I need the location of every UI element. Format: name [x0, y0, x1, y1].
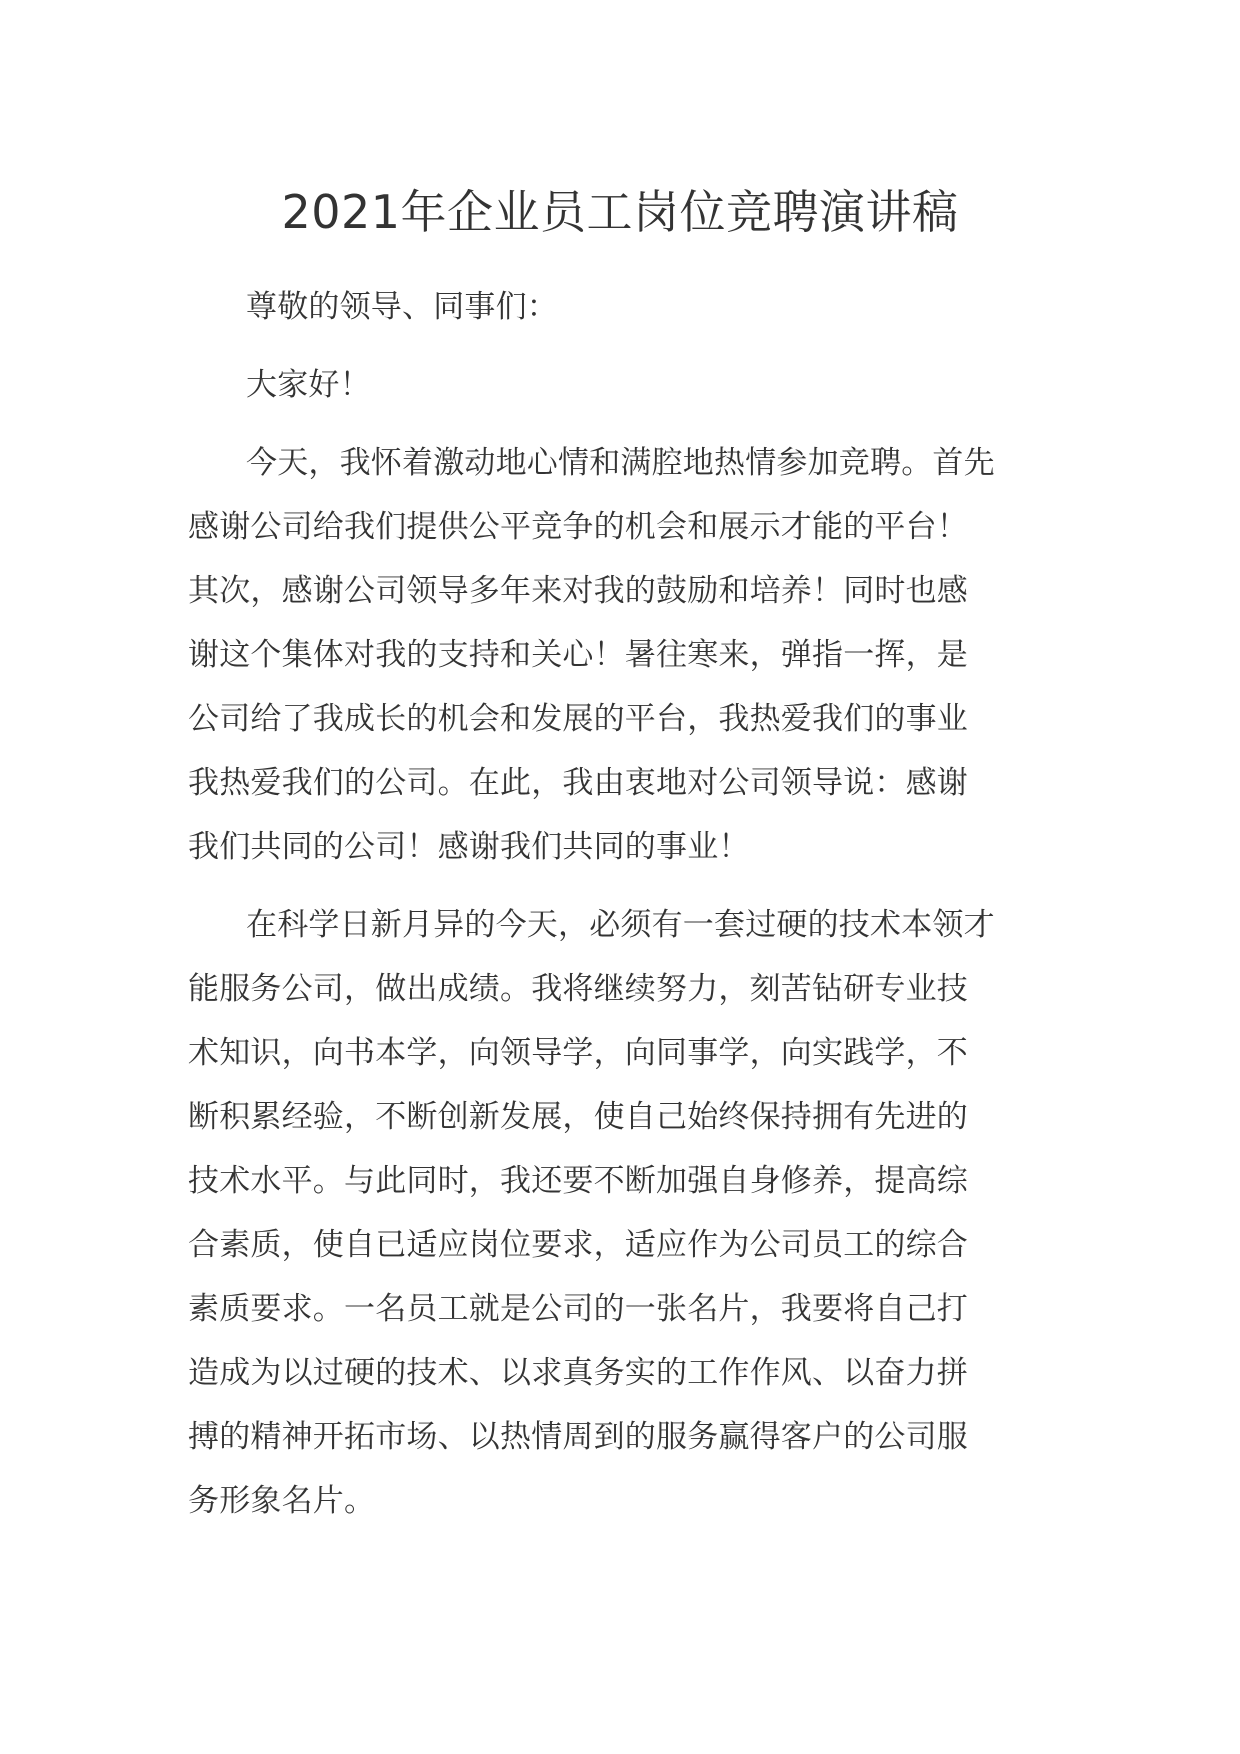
paragraph-2: [188, 893, 1052, 1533]
greeting: 大家好！: [246, 367, 371, 403]
paragraph-2-line: 技术水平。与此同时，我还要不断加强自身修养，提高综: [188, 1163, 968, 1199]
paragraph-2-line: 在科学日新月异的今天，必须有一套过硬的技术本领才: [246, 907, 995, 943]
paragraph-1-line: 我们共同的公司！感谢我们共同的事业！: [188, 829, 750, 865]
paragraph-1-line: 公司给了我成长的机会和发展的平台，我热爱我们的事业: [188, 701, 968, 737]
paragraph-2-line: 合素质，使自已适应岗位要求，适应作为公司员工的综合: [188, 1227, 968, 1263]
paragraph-2-line: 务形象名片。: [188, 1483, 376, 1519]
salutation: 尊敬的领导、同事们：: [246, 289, 558, 325]
paragraph-1-line: 感谢公司给我们提供公平竞争的机会和展示才能的平台！: [188, 509, 968, 545]
document-title: 2021年企业员工岗位竞聘演讲稿: [281, 185, 959, 239]
paragraph-2-line: 搏的精神开拓市场、以热情周到的服务赢得客户的公司服: [188, 1419, 968, 1455]
paragraph-2-line: 能服务公司，做出成绩。我将继续努力，刻苦钻研专业技: [188, 971, 968, 1007]
paragraph-2-line: 断积累经验，不断创新发展，使自己始终保持拥有先进的: [188, 1099, 968, 1135]
paragraph-2-line: 素质要求。一名员工就是公司的一张名片，我要将自己打: [188, 1291, 968, 1327]
document-body: [188, 275, 1052, 1533]
paragraph-1: [188, 431, 1052, 879]
paragraph-1-line: 我热爱我们的公司。在此，我由衷地对公司领导说：感谢: [188, 765, 968, 801]
paragraph-1-line: 谢这个集体对我的支持和关心！暑往寒来，弹指一挥，是: [188, 637, 968, 673]
paragraph-2-line: 术知识，向书本学，向领导学，向同事学，向实践学，不: [188, 1035, 968, 1071]
paragraph-2-line: 造成为以过硬的技术、以求真务实的工作作风、以奋力拼: [188, 1355, 968, 1391]
paragraph-1-line: 其次，感谢公司领导多年来对我的鼓励和培养！同时也感: [188, 573, 968, 609]
paragraph-1-line: 今天，我怀着激动地心情和满腔地热情参加竞聘。首先: [246, 445, 995, 481]
